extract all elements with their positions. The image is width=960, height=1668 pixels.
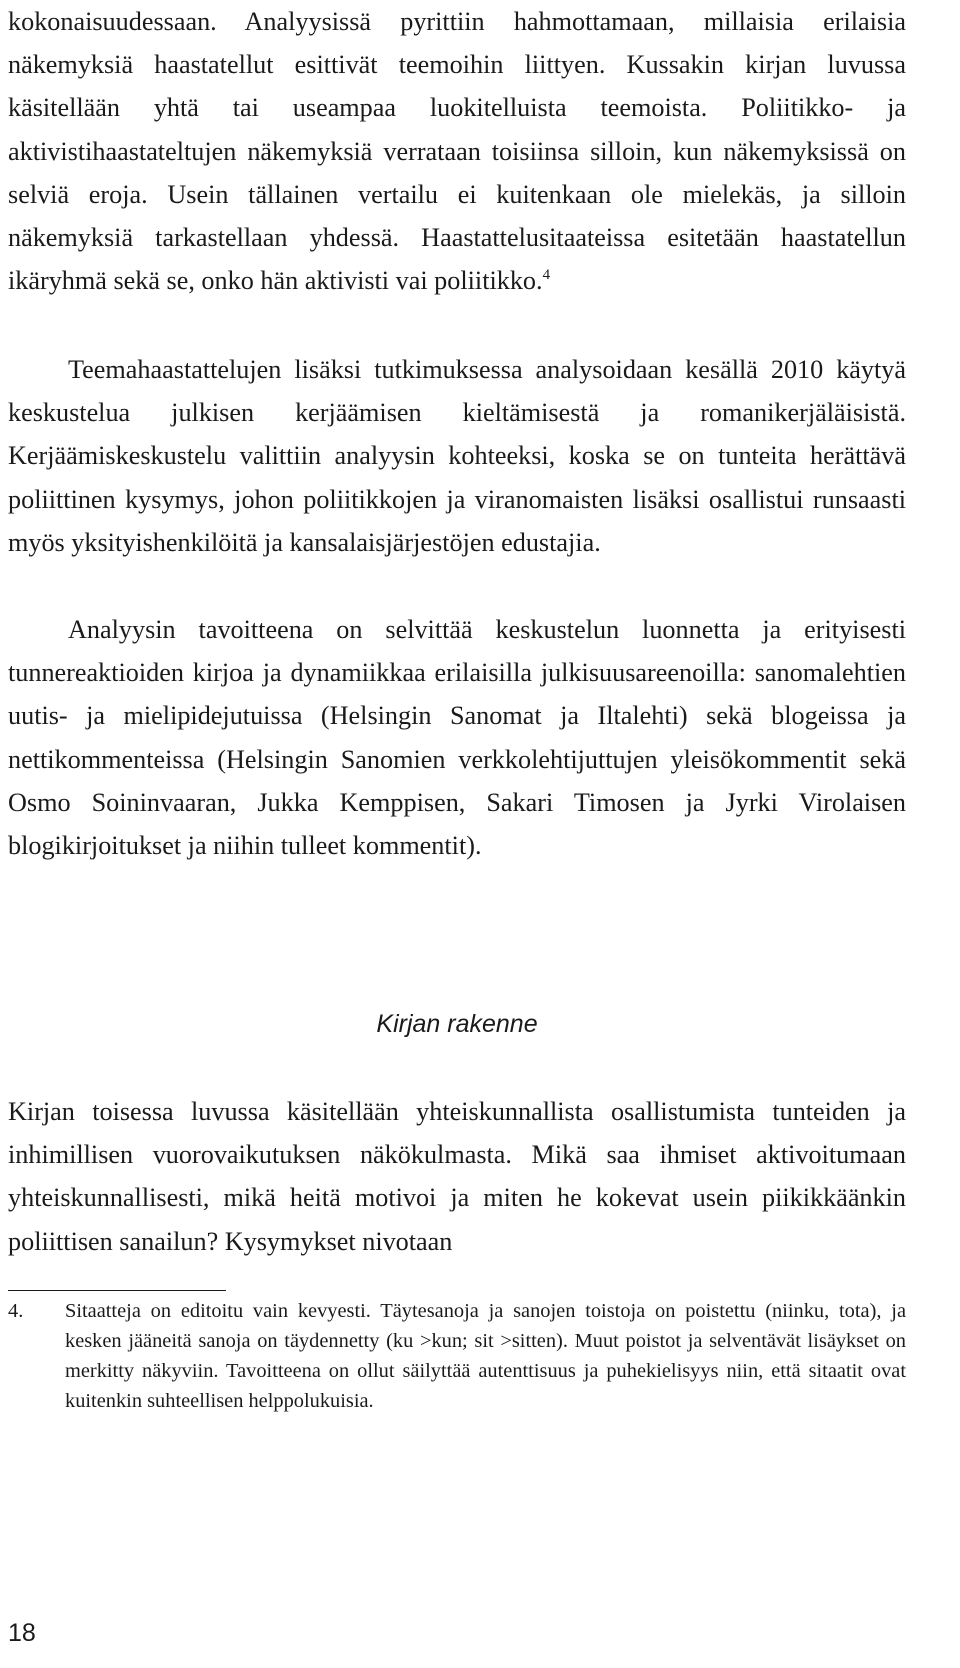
section-heading: Kirjan rakenne xyxy=(376,1010,538,1038)
footnote-divider xyxy=(8,1290,226,1291)
page-number: 18 xyxy=(8,1619,36,1647)
footnote-text: Sitaatteja on editoitu vain kevyesti. Täytesanoja ja sanojen toistoja on poistettu (niinku, tota), ja kesken jääneitä sanoja on täydennetty (ku >kun; sit >sitten). Muut poistot ja selventävät lisäykset on merkitty näkyviin. Tavoitteena on ollut säilyttää autenttisuus ja puhekielisyys niin, että sitaatit ovat kuitenkin suhteellisen helppolukuisia. xyxy=(65,1300,906,1412)
footnote xyxy=(8,1296,906,1416)
paragraph-begging-debate: Teemahaastattelujen lisäksi tutkimuksessa analysoidaan kesällä 2010 käytyä keskustelua julkisen kerjäämisen kieltämisestä ja romanikerjäläisistä. Kerjäämiskeskustelu valittiin analyysin kohteeksi, koska se on tunteita herättävä poliittinen kysymys, johon poliitikkojen ja viranomaisten lisäksi osallistui runsaasti myös yksityishenkilöitä ja kansalaisjärjestöjen edustajia. xyxy=(8,355,906,557)
footnote-number: 4. xyxy=(8,1300,24,1322)
paragraph-text: kokonaisuudessaan. Analyysissä pyrittiin hahmottamaan, millaisia erilaisia näkemyksiä haastatellut esittivät teemoihin liittyen. Kussakin kirjan luvussa käsitellään yhtä tai useampaa luokitelluista teemoista. Poliitikko- ja aktivistihaastateltujen näkemyksiä verrataan toisiinsa silloin, kun näkemyksissä on selviä eroja. Usein tällainen vertailu ei kuitenkaan ole mielekäs, ja silloin näkemyksiä tarkastellaan yhdessä. Haastattelusitaateissa esitetään haastatellun ikäryhmä sekä se, onko hän aktivisti vai poliitikko. xyxy=(8,7,906,296)
footnote-reference: 4 xyxy=(542,267,551,284)
paragraph-method-intro xyxy=(8,0,906,302)
paragraph-book-structure: Kirjan toisessa luvussa käsitellään yhteiskunnallista osallistumista tunteiden ja inhimillisen vuorovaikutuksen näkökulmasta. Mikä saa ihmiset aktivoitumaan yhteiskunnallisesti, mikä heitä motivoi ja miten he kokevat usein piikikkäänkin poliittisen sanailun? Kysymykset nivotaan xyxy=(8,1097,906,1256)
paragraph-analysis-goal: Analyysin tavoitteena on selvittää keskustelun luonnetta ja erityisesti tunnereaktioiden kirjoa ja dynamiikkaa erilaisilla julkisuusareenoilla: sanomalehtien uutis- ja mielipidejutuissa (Helsingin Sanomat ja Iltalehti) sekä blogeissa ja nettikommenteissa (Helsingin Sanomien verkkolehtijuttujen yleisökommentit sekä Osmo Soininvaaran, Jukka Kemppisen, Sakari Timosen ja Jyrki Virolaisen blogikirjoitukset ja niihin tulleet kommentit). xyxy=(8,615,906,861)
